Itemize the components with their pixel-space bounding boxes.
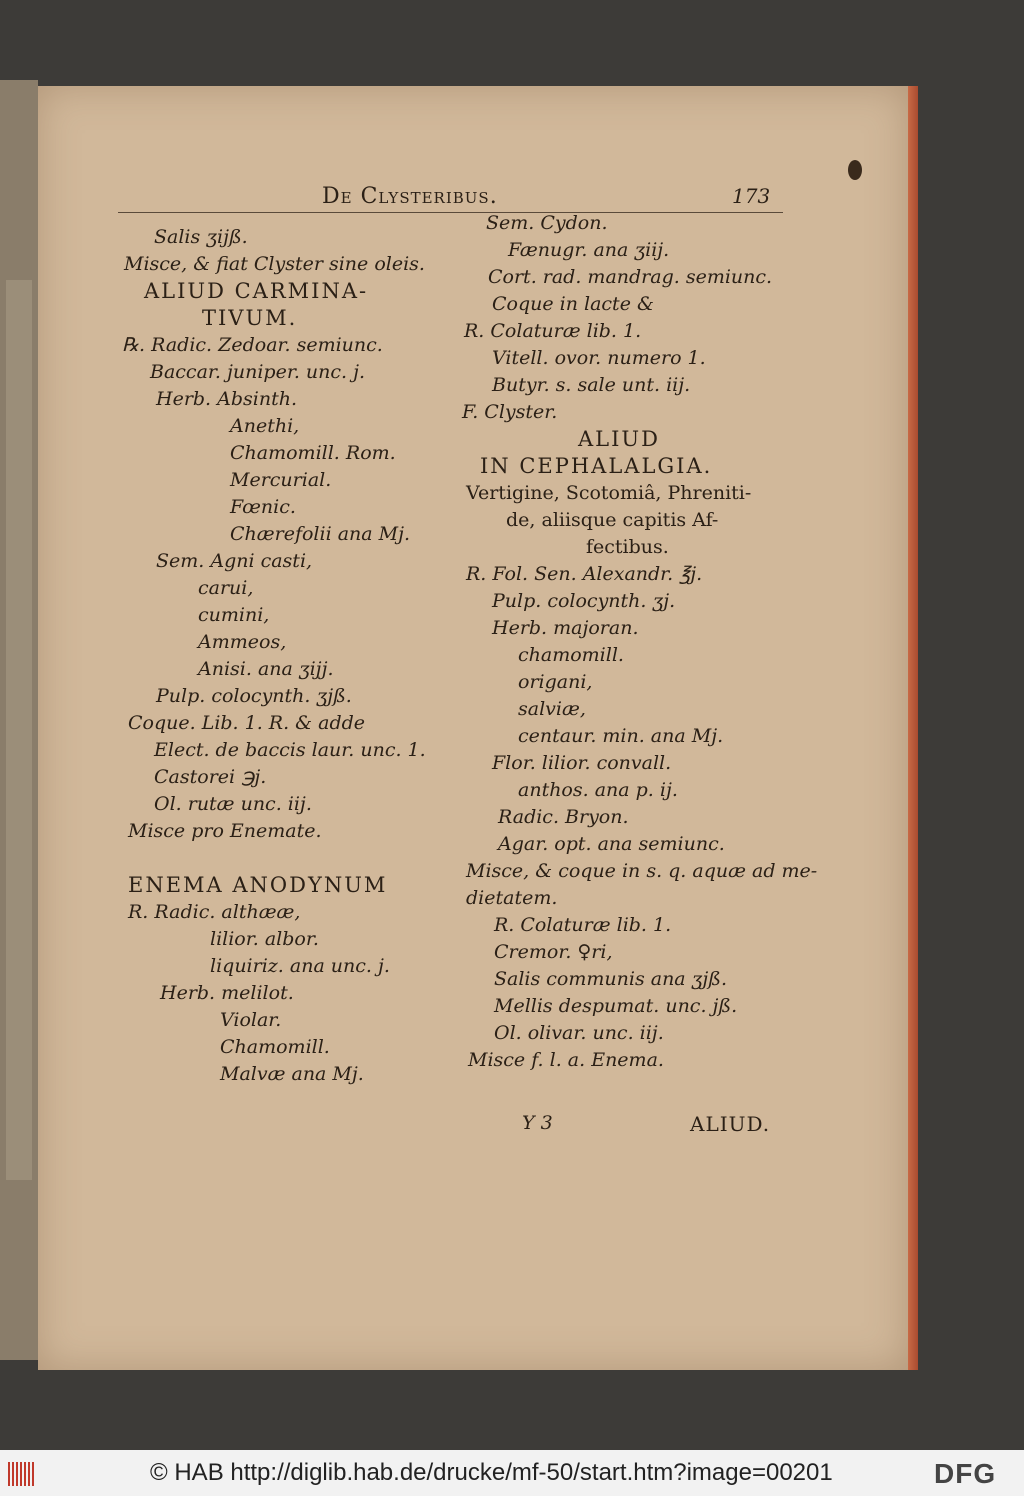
signature-mark: Y 3 xyxy=(522,1112,553,1134)
catchword: ALIUD. xyxy=(690,1112,771,1136)
right-column-line-11: Vertigine, Scotomiâ, Phreniti- xyxy=(466,482,752,504)
right-column-line-5: R. Colaturæ lib. 1. xyxy=(464,320,642,342)
left-column-line-2: Misce, & fiat Clyster sine oleis. xyxy=(124,253,425,275)
right-column-line-25: Misce, & coque in s. q. aquæ ad me- xyxy=(466,860,818,882)
right-column-line-10: IN CEPHALALGIA. xyxy=(480,454,713,478)
right-column-line-9: ALIUD xyxy=(578,427,660,451)
right-column-line-23: Radic. Bryon. xyxy=(498,806,629,828)
left-column-line-1: Salis ʒijß. xyxy=(154,226,248,248)
left-column-line-17: Anisi. ana ʒijj. xyxy=(198,658,334,680)
left-column-line-18: Pulp. colocynth. ʒjß. xyxy=(156,685,352,707)
page-number: 173 xyxy=(732,184,771,208)
right-column-line-29: Salis communis ana ʒjß. xyxy=(494,968,728,990)
right-column-line-1: Sem. Cydon. xyxy=(486,212,608,234)
running-head: De Clysteribus. xyxy=(322,184,498,209)
left-column-line-13: Sem. Agni casti, xyxy=(156,550,313,572)
right-column-line-17: chamomill. xyxy=(518,644,624,666)
right-column-line-27: R. Colaturæ lib. 1. xyxy=(494,914,672,936)
left-column-line-16: Ammeos, xyxy=(198,631,287,653)
left-column-line-4: TIVUM. xyxy=(202,306,298,330)
hab-logo-icon xyxy=(8,1462,38,1486)
right-column-line-26: dietatem. xyxy=(466,887,558,909)
left-column-line-22: Ol. rutæ unc. iij. xyxy=(154,793,312,815)
right-column-line-4: Coque in lacte & xyxy=(492,293,654,315)
left-column-line-14: carui, xyxy=(198,577,254,599)
facing-page-edge xyxy=(0,80,38,1360)
left-column-line-11: Fœnic. xyxy=(230,496,296,518)
left-column-line-5: ℞. Radic. Zedoar. semiunc. xyxy=(122,334,383,356)
left-column-line-19: Coque. Lib. 1. R. & adde xyxy=(128,712,366,734)
right-column-line-6: Vitell. ovor. numero 1. xyxy=(492,347,706,369)
right-column-line-18: origani, xyxy=(518,671,593,693)
viewer-footer xyxy=(0,1450,1024,1496)
right-column-line-30: Mellis despumat. unc. jß. xyxy=(494,995,738,1017)
right-column-line-15: Pulp. colocynth. ʒj. xyxy=(492,590,676,612)
right-column-line-7: Butyr. s. sale unt. iij. xyxy=(492,374,691,396)
left-column-line-20: Elect. de baccis laur. unc. 1. xyxy=(154,739,426,761)
left-column-line-15: cumini, xyxy=(198,604,270,626)
copyright-link[interactable]: © HAB http://diglib.hab.de/drucke/mf-50/start.htm?image=00201 xyxy=(150,1459,833,1486)
right-column-line-31: Ol. olivar. unc. iij. xyxy=(494,1022,664,1044)
left-column-line-24: ENEMA ANODYNUM xyxy=(128,873,388,897)
right-column-line-8: F. Clyster. xyxy=(462,401,558,423)
dfg-logo: DFG xyxy=(934,1458,997,1489)
right-column-line-16: Herb. majoran. xyxy=(492,617,639,639)
left-column-line-23: Misce pro Enemate. xyxy=(128,820,322,842)
right-column-line-13: fectibus. xyxy=(586,536,669,558)
left-column-line-3: ALIUD CARMINA- xyxy=(144,279,369,303)
right-column-line-12: de, aliisque capitis Af- xyxy=(506,509,719,531)
right-column-line-20: centaur. min. ana Mj. xyxy=(518,725,724,747)
left-column-line-30: Chamomill. xyxy=(220,1036,330,1058)
right-column-line-24: Agar. opt. ana semiunc. xyxy=(498,833,725,855)
right-column-line-22: anthos. ana p. ij. xyxy=(518,779,678,801)
left-column-line-29: Violar. xyxy=(220,1009,282,1031)
left-column-line-12: Chærefolii ana Mj. xyxy=(230,523,411,545)
header-rule xyxy=(118,212,783,213)
left-column-line-31: Malvæ ana Mj. xyxy=(220,1063,364,1085)
left-column-line-7: Herb. Absinth. xyxy=(156,388,297,410)
right-column-line-14: R. Fol. Sen. Alexandr. ℥j. xyxy=(466,563,703,585)
right-column-line-19: salviæ, xyxy=(518,698,586,720)
ink-stain xyxy=(848,160,862,180)
right-column-line-28: Cremor. ♀ri, xyxy=(494,941,613,963)
left-column-line-6: Baccar. juniper. unc. j. xyxy=(150,361,366,383)
left-column-line-25: R. Radic. althææ, xyxy=(128,901,301,923)
left-column-line-26: lilior. albor. xyxy=(210,928,319,950)
left-column-line-8: Anethi, xyxy=(230,415,300,437)
right-column-line-21: Flor. lilior. convall. xyxy=(492,752,672,774)
left-column-line-10: Mercurial. xyxy=(230,469,332,491)
right-column-line-32: Misce f. l. a. Enema. xyxy=(468,1049,664,1071)
left-column-line-28: Herb. melilot. xyxy=(160,982,294,1004)
left-column-line-21: Castorei ℈j. xyxy=(154,766,267,788)
right-column-line-3: Cort. rad. mandrag. semiunc. xyxy=(488,266,773,288)
right-column-line-2: Fænugr. ana ʒiij. xyxy=(508,239,670,261)
left-column-line-27: liquiriz. ana unc. j. xyxy=(210,955,390,977)
left-column-line-9: Chamomill. Rom. xyxy=(230,442,396,464)
